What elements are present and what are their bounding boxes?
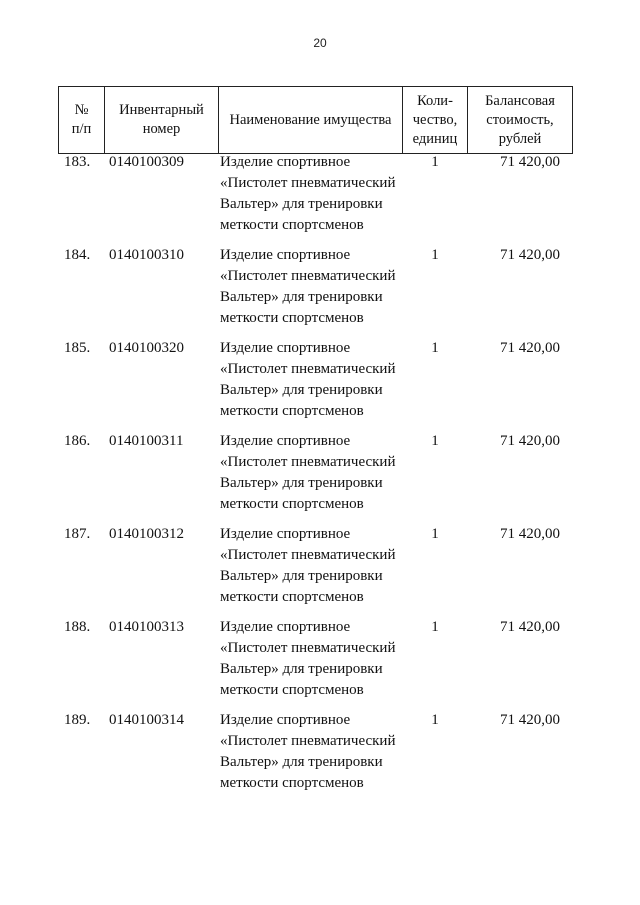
property-name-line: меткости спортсменов	[220, 496, 364, 512]
row-quantity: 1	[431, 247, 439, 263]
header-inventory-number: Инвентарный номер	[105, 87, 219, 153]
property-name-line: Изделие спортивное	[220, 619, 351, 635]
row-balance-cost: 71 420,00	[500, 619, 560, 635]
row-balance-cost: 71 420,00	[500, 154, 560, 170]
row-property-name	[220, 245, 420, 329]
property-name-line: «Пистолет пневматический	[220, 640, 396, 656]
row-property-name	[220, 338, 420, 422]
property-name-line: Вальтер» для тренировки	[220, 289, 383, 305]
table-row	[0, 152, 640, 245]
property-name-line: меткости спортсменов	[220, 589, 364, 605]
row-number: 184.	[64, 247, 91, 263]
property-name-line: Изделие спортивное	[220, 247, 351, 263]
table-row	[0, 338, 640, 431]
row-inventory-number: 0140100309	[109, 154, 184, 170]
property-name-line: Вальтер» для тренировки	[220, 475, 383, 491]
header-balance-cost: Балансовая стоимость, рублей	[485, 92, 555, 147]
row-number: 183.	[64, 154, 91, 170]
row-quantity: 1	[431, 154, 439, 170]
row-inventory-number: 0140100310	[109, 247, 184, 263]
row-balance-cost: 71 420,00	[500, 340, 560, 356]
table-row	[0, 617, 640, 710]
row-property-name	[220, 617, 420, 701]
property-name-line: меткости спортсменов	[220, 310, 364, 326]
row-property-name	[220, 152, 420, 236]
property-name-line: Вальтер» для тренировки	[220, 382, 383, 398]
row-balance-cost: 71 420,00	[500, 526, 560, 542]
row-inventory-number: 0140100313	[109, 619, 184, 635]
row-number: 189.	[64, 712, 91, 728]
property-name-line: «Пистолет пневматический	[220, 454, 396, 470]
property-name-line: Вальтер» для тренировки	[220, 754, 383, 770]
property-name-line: «Пистолет пневматический	[220, 361, 396, 377]
row-number: 187.	[64, 526, 91, 542]
row-number: 185.	[64, 340, 91, 356]
row-inventory-number: 0140100314	[109, 712, 184, 728]
property-name-line: Изделие спортивное	[220, 526, 351, 542]
table-row	[0, 431, 640, 524]
header-property-name: Наименование имущества	[219, 87, 403, 153]
row-inventory-number: 0140100320	[109, 340, 184, 356]
property-name-line: Изделие спортивное	[220, 433, 351, 449]
row-property-name	[220, 524, 420, 608]
page-number: 20	[313, 36, 327, 50]
row-balance-cost: 71 420,00	[500, 712, 560, 728]
row-balance-cost: 71 420,00	[500, 247, 560, 263]
row-inventory-number: 0140100311	[109, 433, 184, 449]
row-property-name	[220, 431, 420, 515]
table-row	[0, 710, 640, 803]
row-number: 188.	[64, 619, 91, 635]
property-name-line: Вальтер» для тренировки	[220, 568, 383, 584]
row-inventory-number: 0140100312	[109, 526, 184, 542]
header-number: № п/п	[59, 87, 105, 153]
row-quantity: 1	[431, 619, 439, 635]
table-header	[58, 86, 573, 154]
property-name-line: Изделие спортивное	[220, 154, 351, 170]
property-name-line: меткости спортсменов	[220, 217, 364, 233]
header-quantity: Коли- чество, единиц	[403, 87, 468, 153]
property-name-line: Вальтер» для тренировки	[220, 661, 383, 677]
row-quantity: 1	[431, 433, 439, 449]
property-name-line: меткости спортсменов	[220, 403, 364, 419]
property-name-line: меткости спортсменов	[220, 775, 364, 791]
property-name-line: «Пистолет пневматический	[220, 175, 396, 191]
row-quantity: 1	[431, 340, 439, 356]
table-row	[0, 245, 640, 338]
row-number: 186.	[64, 433, 91, 449]
row-quantity: 1	[431, 712, 439, 728]
table-body	[0, 152, 640, 803]
table-row	[0, 524, 640, 617]
property-name-line: Изделие спортивное	[220, 340, 351, 356]
row-property-name	[220, 710, 420, 794]
property-name-line: меткости спортсменов	[220, 682, 364, 698]
row-quantity: 1	[431, 526, 439, 542]
property-name-line: «Пистолет пневматический	[220, 268, 396, 284]
property-name-line: Вальтер» для тренировки	[220, 196, 383, 212]
property-name-line: «Пистолет пневматический	[220, 547, 396, 563]
property-name-line: Изделие спортивное	[220, 712, 351, 728]
property-name-line: «Пистолет пневматический	[220, 733, 396, 749]
row-balance-cost: 71 420,00	[500, 433, 560, 449]
